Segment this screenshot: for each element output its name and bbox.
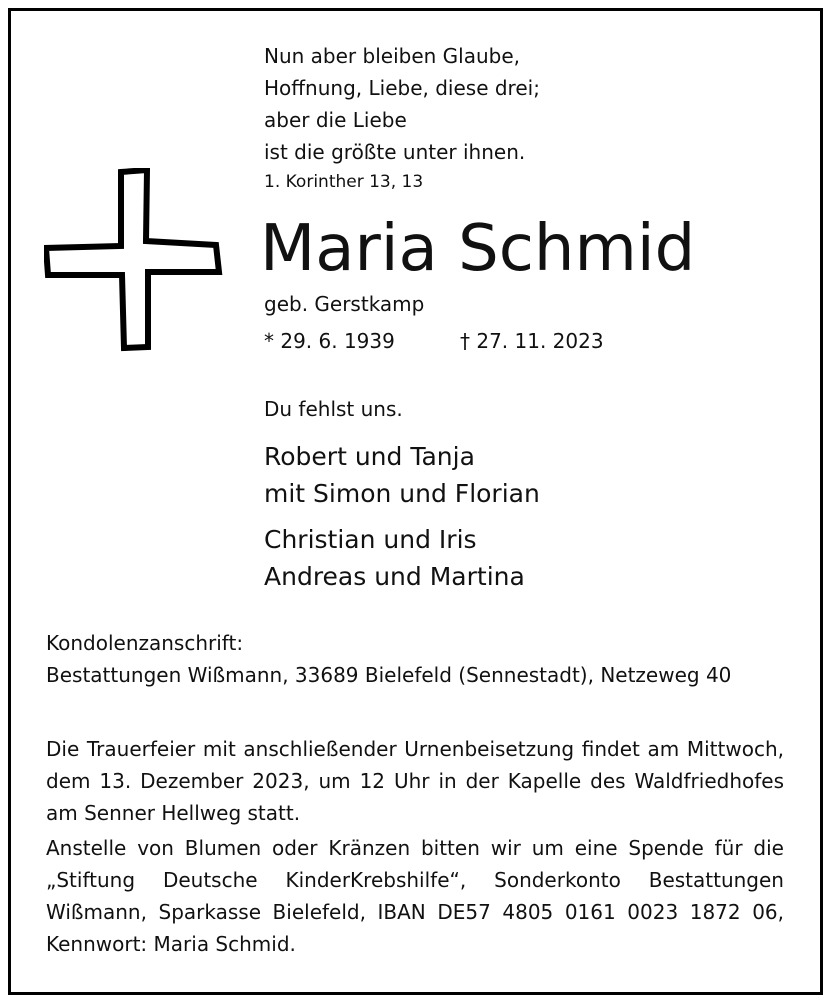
mourner-line: mit Simon und Florian bbox=[264, 479, 540, 508]
verse-line: aber die Liebe bbox=[264, 108, 407, 132]
mourning-message: Du fehlst uns. bbox=[264, 397, 403, 421]
deceased-name: Maria Schmid bbox=[260, 212, 696, 286]
verse-line: ist die größte unter ihnen. bbox=[264, 140, 526, 164]
verse-line: Nun aber bleiben Glaube, bbox=[264, 44, 520, 68]
cross-icon bbox=[44, 168, 224, 352]
donation-notice: Anstelle von Blumen oder Kränzen bitten wir um eine Spende für die „Stiftung Deutsche KinderKrebshilfe“, Sonderkonto Bestattungen Wißmann, Sparkasse Bielefeld, IBAN DE57 4805 0161 0023 1872 06, Kennwort: Maria Schmid. bbox=[46, 836, 784, 956]
bible-verse bbox=[264, 40, 540, 168]
mourners-group bbox=[264, 521, 525, 595]
maiden-name: geb. Gerstkamp bbox=[264, 292, 425, 316]
funeral-notice: Die Trauerfeier mit anschließender Urnenbeisetzung findet am Mittwoch, dem 13. Dezember 2023, um 12 Uhr in der Kapelle des Waldfriedhofes am Senner Hellweg statt. bbox=[46, 737, 784, 825]
mourners-group bbox=[264, 438, 540, 512]
mourner-line: Robert und Tanja bbox=[264, 442, 475, 471]
condolence-label: Kondolenzanschrift: bbox=[46, 631, 244, 655]
verse-reference: 1. Korinther 13, 13 bbox=[264, 172, 424, 192]
death-date: † 27. 11. 2023 bbox=[460, 329, 604, 353]
condolence-text: Bestattungen Wißmann, 33689 Bielefeld (Sennestadt), Netzeweg 40 bbox=[46, 663, 732, 687]
condolence-address bbox=[46, 627, 784, 691]
mourner-line: Andreas und Martina bbox=[264, 562, 525, 591]
mourner-line: Christian und Iris bbox=[264, 525, 477, 554]
birth-date: * 29. 6. 1939 bbox=[264, 329, 395, 353]
verse-line: Hoffnung, Liebe, diese drei; bbox=[264, 76, 540, 100]
